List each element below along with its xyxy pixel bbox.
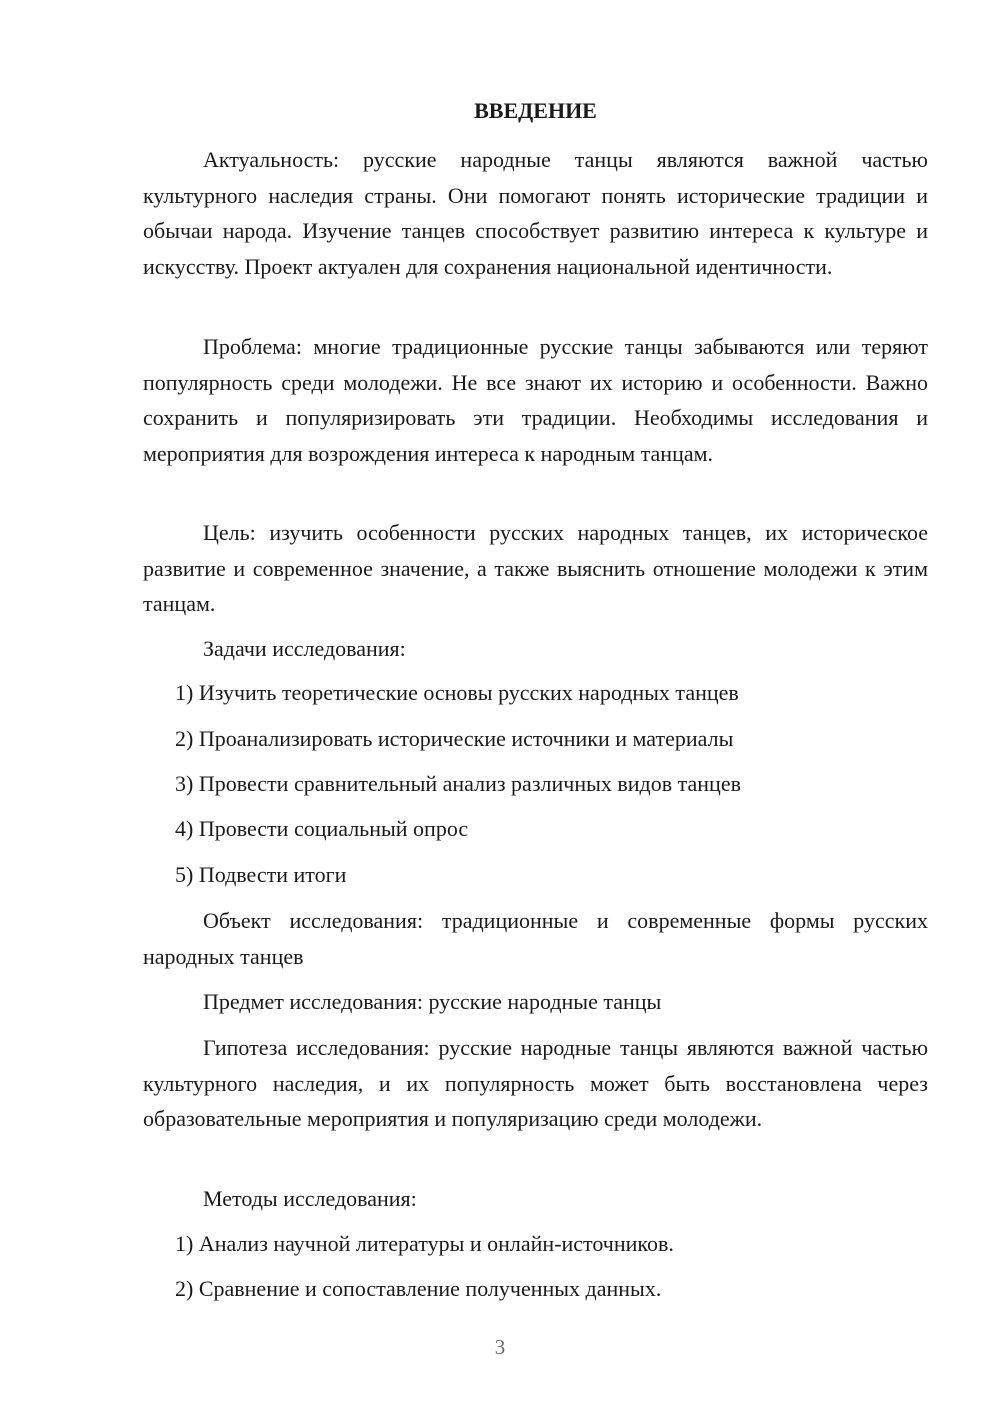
task-item-3: 3) Провести сравнительный анализ различных видов танцев [175, 771, 741, 796]
object-paragraph: Объект исследования: традиционные и современные формы русских народных танцев [143, 908, 928, 969]
tasks-heading: Задачи исследования: [203, 636, 406, 661]
task-item-1: 1) Изучить теоретические основы русских народных танцев [175, 680, 739, 705]
method-item-1: 1) Анализ научной литературы и онлайн-источников. [175, 1231, 674, 1256]
section-heading: ВВЕДЕНИЕ [474, 98, 597, 123]
hypothesis-paragraph: Гипотеза исследования: русские народные танцы являются важной частью культурного наследия, и их популярность может быть восстановлена через образовательные мероприятия и популяризацию среди молодежи. [143, 1035, 928, 1131]
methods-heading: Методы исследования: [203, 1186, 417, 1211]
problem-paragraph: Проблема: многие традиционные русские танцы забываются или теряют популярность среди молодежи. Не все знают их историю и особенности. Важно сохранить и популяризировать эти традиции. Необходимы исследования и мероприятия для возрождения интереса к народным танцам. [143, 334, 928, 466]
page-number: 3 [494, 1335, 506, 1359]
task-item-4: 4) Провести социальный опрос [175, 816, 469, 841]
task-item-5: 5) Подвести итоги [175, 862, 347, 887]
relevance-paragraph: Актуальность: русские народные танцы являются важной частью культурного наследия страны. Они помогают понять исторические традиции и обычаи народа. Изучение танцев способствует развитию интереса к культуре и искусству. Проект актуален для сохранения национальной идентичности. [143, 147, 928, 279]
goal-paragraph: Цель: изучить особенности русских народных танцев, их историческое развитие и современное значение, а также выяснить отношение молодежи к этим танцам. [143, 520, 928, 616]
subject-paragraph: Предмет исследования: русские народные танцы [203, 989, 662, 1014]
method-item-2: 2) Сравнение и сопоставление полученных данных. [175, 1276, 662, 1301]
task-item-2: 2) Проанализировать исторические источники и материалы [175, 726, 734, 751]
